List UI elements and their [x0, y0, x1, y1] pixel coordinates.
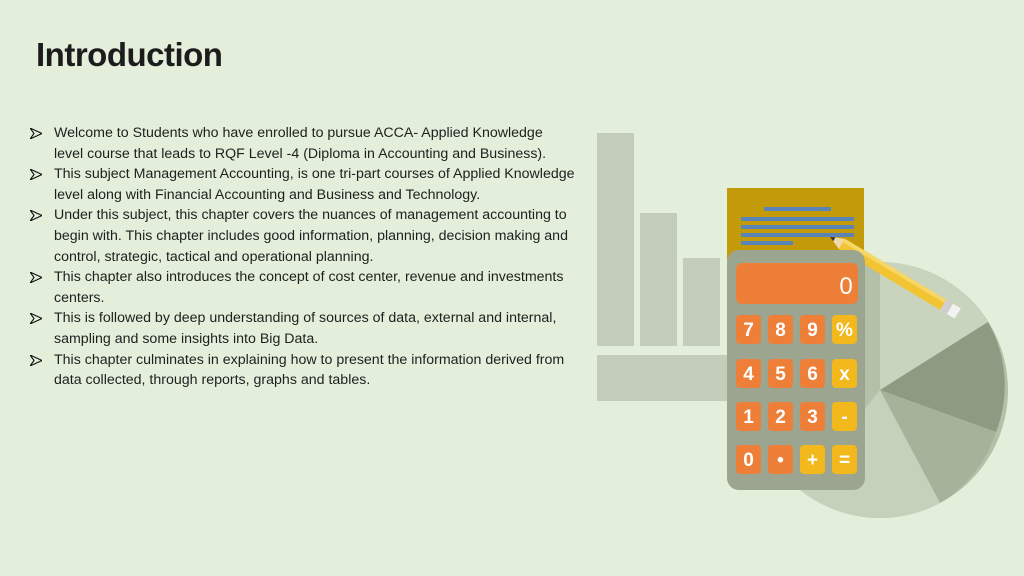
bullet-item — [30, 164, 575, 205]
calculator-key-label: 1 — [743, 407, 754, 428]
notepad-line — [741, 241, 793, 245]
calculator-key-label: 6 — [807, 364, 818, 385]
chart-base-bar — [597, 355, 737, 401]
calculator-key-label: 2 — [775, 407, 786, 428]
calculator-key-label: • — [777, 450, 784, 471]
bullet-item — [30, 205, 575, 267]
bullet-item — [30, 123, 575, 164]
calculator-key-label: + — [806, 450, 819, 471]
calculator-key-label: 9 — [807, 320, 818, 341]
chart-bar — [683, 258, 720, 346]
notepad-line — [741, 217, 854, 221]
calculator-key-label: 7 — [743, 320, 754, 341]
calculator-graphic — [727, 250, 865, 490]
calculator-key-label: 4 — [743, 364, 754, 385]
calculator-display-text: 0 — [839, 273, 853, 300]
arrow-bullet-icon — [30, 210, 42, 221]
bullet-text: This chapter culminates in explaining how to present the information derived from data collected, through reports, graphs and tables. — [54, 351, 565, 389]
calculator-key-label: x — [839, 364, 850, 385]
arrow-bullet-icon — [30, 128, 42, 139]
bullet-item — [30, 267, 575, 308]
bullet-item — [30, 308, 575, 349]
chart-bar — [640, 213, 677, 346]
arrow-bullet-icon — [30, 169, 42, 180]
calculator-key-label: 0 — [743, 450, 754, 471]
arrow-bullet-icon — [30, 313, 42, 324]
bullet-text: This chapter also introduces the concept of cost center, revenue and investments centers. — [54, 269, 564, 306]
bullet-item — [30, 350, 575, 391]
notepad-line — [741, 233, 854, 237]
calculator-key-label: 8 — [775, 320, 786, 341]
bullet-list — [30, 123, 575, 391]
calculator-key-label: = — [838, 450, 851, 471]
calculator-chart-illustration — [590, 125, 1010, 535]
bullet-text: Under this subject, this chapter covers the nuances of management accounting to begin with. This chapter includes good information, planning, decision making and control, strategic, tactical and operational planning. — [54, 207, 568, 265]
calculator-key-label: 3 — [807, 407, 818, 428]
bar-chart-graphic — [597, 133, 737, 401]
bullet-text: This subject Management Accounting, is one tri-part courses of Applied Knowledge level along with Financial Accounting and Business and Technology. — [54, 166, 575, 203]
bullet-text: Welcome to Students who have enrolled to pursue ACCA- Applied Knowledge level course that leads to RQF Level -4 (Diploma in Accounting and Business). — [54, 125, 547, 162]
notepad-line — [764, 207, 831, 211]
calculator-key-label: - — [841, 407, 848, 428]
calculator-key-label: % — [836, 320, 853, 341]
calculator-key-label: 5 — [775, 364, 786, 385]
arrow-bullet-icon — [30, 355, 42, 366]
bullet-text: This is followed by deep understanding of sources of data, external and internal, sampling and some insights into Big Data. — [54, 310, 557, 347]
chart-bar — [597, 133, 634, 346]
arrow-bullet-icon — [30, 272, 42, 283]
notepad-line — [741, 225, 854, 229]
slide-title: Introduction — [36, 36, 223, 73]
